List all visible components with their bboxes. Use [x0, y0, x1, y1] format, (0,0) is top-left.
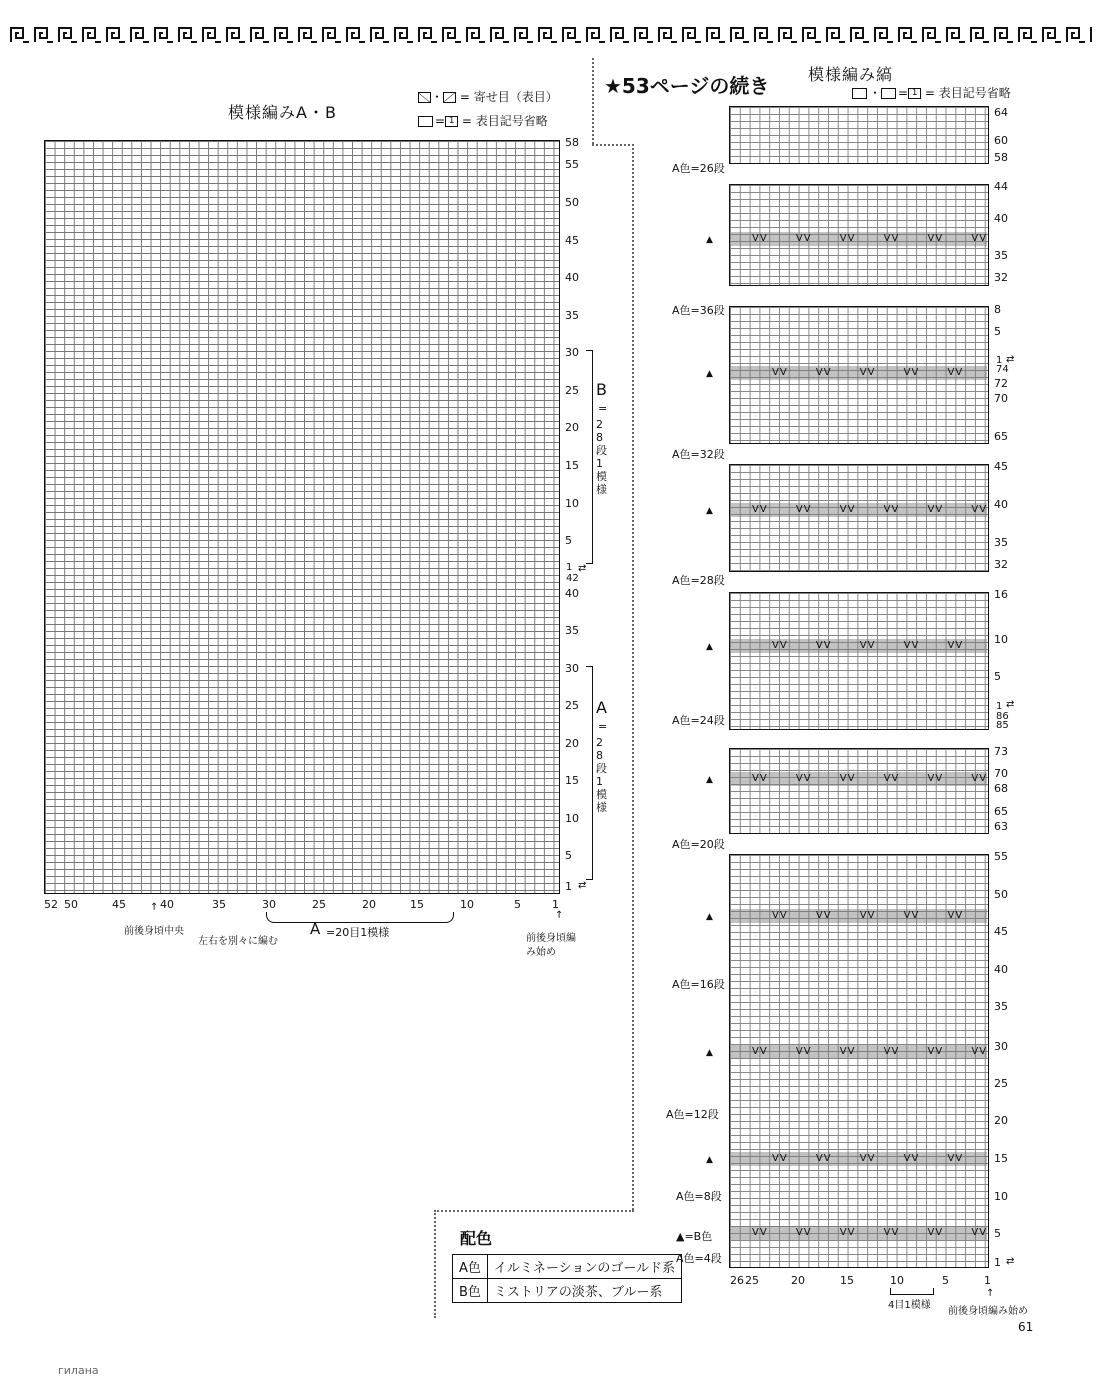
row-label: 20	[565, 737, 579, 750]
direction-arrow-icon: ⇄	[1006, 354, 1015, 365]
right-legend: ・ = 1 = 表目記号省略	[852, 84, 1011, 101]
color-label: A色=26段	[672, 162, 725, 175]
row-label: 50	[994, 888, 1008, 901]
right-chart-title: 模様編み縞	[808, 65, 894, 84]
decorative-border	[8, 22, 1092, 48]
row-label: 16	[994, 588, 1008, 601]
row-label: 25	[565, 699, 579, 712]
page-number: 61	[1018, 1320, 1034, 1334]
stitch-label: 25	[312, 898, 326, 911]
row-label: 8	[994, 303, 1001, 316]
row-label: 15	[565, 459, 579, 472]
row-label: 65	[994, 430, 1008, 443]
row-label: 50	[565, 196, 579, 209]
row-label: 70	[994, 392, 1008, 405]
slip-stitch-row: VV VV VV VV VV	[772, 640, 964, 651]
stitch-label: 30	[262, 898, 276, 911]
left-legend-line1: = 寄せ目（表目）	[459, 90, 558, 104]
knit-one-icon: 1	[908, 88, 921, 99]
row-label: 1	[994, 1256, 1001, 1269]
b-color-marker: ▲	[706, 506, 713, 516]
stitch-label: 10	[460, 898, 474, 911]
slip-stitch-row: VV VV VV VV VV VV	[752, 1046, 988, 1057]
row-label: 35	[565, 309, 579, 322]
empty-square-icon	[852, 88, 867, 99]
row-label: 45	[565, 234, 579, 247]
b-rows: 28段1模様	[596, 418, 607, 496]
row-label: 44	[994, 180, 1008, 193]
color-label: A色=28段	[672, 574, 725, 587]
row-label: 42	[566, 573, 579, 584]
row-label: 55	[565, 158, 579, 171]
b-color-marker: ▲	[706, 642, 713, 652]
direction-arrow-icon: ⇄	[1006, 699, 1015, 710]
row-label: 32	[994, 558, 1008, 571]
color-label: A色=4段	[676, 1252, 722, 1265]
stitch-label: 5	[942, 1274, 949, 1287]
b-equals: =	[598, 402, 608, 415]
stitch-label: 25	[745, 1274, 759, 1287]
row-label: 30	[565, 346, 579, 359]
repeat-bracket	[266, 912, 454, 923]
a-rows: 28段1模様	[596, 736, 607, 814]
row-label: 1	[996, 355, 1003, 366]
b-color-marker: ▲	[706, 775, 713, 785]
watermark: гилана	[58, 1364, 99, 1377]
divider	[434, 1210, 436, 1318]
row-label: 5	[565, 534, 572, 547]
row-label: 1	[996, 701, 1003, 712]
slip-stitch-row: VV VV VV VV VV VV	[752, 1227, 988, 1238]
repeat-text: =20目1模様	[326, 926, 390, 939]
empty-square-icon	[881, 88, 896, 99]
row-label: 64	[994, 106, 1008, 119]
color-label: A色=36段	[672, 304, 725, 317]
stitch-label: 52	[44, 898, 58, 911]
color-key: A色	[453, 1255, 488, 1279]
row-label: 35	[994, 249, 1008, 262]
stitch-label: 35	[212, 898, 226, 911]
row-label: 40	[994, 212, 1008, 225]
b-color-marker: ▲	[706, 369, 713, 379]
center-note: 前後身頃中央	[124, 926, 184, 937]
split-note: 左右を別々に編む	[198, 936, 278, 947]
divider	[592, 144, 634, 146]
table-row	[453, 1255, 682, 1279]
start-note-left: 前後身頃編み始め	[526, 933, 576, 958]
stripe-chart-section	[729, 464, 989, 572]
slip-stitch-row: VV VV VV VV VV	[772, 1153, 964, 1164]
a-equals: =	[598, 720, 608, 733]
stitch-label: 20	[362, 898, 376, 911]
empty-square-icon	[418, 116, 433, 127]
color-label: A色=16段	[672, 978, 725, 991]
decrease-right-icon	[443, 92, 456, 103]
divider	[632, 144, 634, 1210]
continued-note: ★53ページの続き	[604, 74, 770, 98]
row-label: 25	[994, 1077, 1008, 1090]
repeat-text-right: 4目1模様	[888, 1300, 931, 1311]
knit-one-icon: 1	[445, 116, 458, 127]
direction-arrow-icon: ⇄	[578, 880, 587, 891]
b-color-marker: ▲	[706, 912, 713, 922]
row-label: 58	[565, 136, 579, 149]
slip-stitch-row: VV VV VV VV VV VV	[752, 233, 988, 244]
row-label: 70	[994, 767, 1008, 780]
right-legend-text: = 表目記号省略	[924, 86, 1011, 100]
stitch-label: 40	[160, 898, 174, 911]
stripe-chart-section	[729, 592, 989, 730]
row-label: 32	[994, 271, 1008, 284]
stitch-label: 10	[890, 1274, 904, 1287]
a-label: A	[596, 698, 607, 717]
row-label: 55	[994, 850, 1008, 863]
row-label: 45	[994, 460, 1008, 473]
row-label: 74	[996, 364, 1009, 375]
left-legend-decrease: ・ = 寄せ目（表目）	[418, 88, 558, 105]
row-label: 10	[994, 1190, 1008, 1203]
row-label: 30	[994, 1040, 1008, 1053]
row-label: 63	[994, 820, 1008, 833]
row-label: 10	[565, 812, 579, 825]
color-label: A色=12段	[666, 1108, 719, 1121]
stitch-label: 20	[791, 1274, 805, 1287]
slip-stitch-row: VV VV VV VV VV VV	[752, 504, 988, 515]
row-label: 15	[565, 774, 579, 787]
row-label: 40	[565, 271, 579, 284]
color-value: ミストリアの淡茶、ブルー系	[487, 1279, 681, 1303]
stitch-label: 50	[64, 898, 78, 911]
up-arrow-icon: ↑	[150, 902, 159, 913]
row-label: 65	[994, 805, 1008, 818]
b-color-marker: ▲	[706, 1048, 713, 1058]
row-label: 60	[994, 134, 1008, 147]
row-label: 58	[994, 151, 1008, 164]
stitch-label: 15	[410, 898, 424, 911]
row-label: 35	[565, 624, 579, 637]
b-color-marker: ▲	[706, 235, 713, 245]
color-key: B色	[453, 1279, 488, 1303]
color-value: イルミネーションのゴールド系	[487, 1255, 681, 1279]
direction-arrow-icon: ⇄	[578, 563, 587, 574]
direction-arrow-icon: ⇄	[1006, 1256, 1015, 1267]
row-label: 35	[994, 1000, 1008, 1013]
color-label: ▲=B色	[676, 1230, 713, 1243]
row-label: 72	[994, 377, 1008, 390]
up-arrow-icon: ↑	[986, 1288, 995, 1299]
row-label: 35	[994, 536, 1008, 549]
b-bracket	[586, 350, 593, 564]
slip-stitch-row: VV VV VV VV VV	[772, 910, 964, 921]
stitch-label: 1	[984, 1274, 991, 1287]
row-label: 10	[994, 633, 1008, 646]
repeat-a-label: A	[310, 920, 321, 938]
row-label: 20	[994, 1114, 1008, 1127]
stitch-label: 26	[730, 1274, 744, 1287]
row-label: 40	[994, 963, 1008, 976]
table-row	[453, 1279, 682, 1303]
left-legend-omit: = 1 = 表目記号省略	[418, 112, 548, 129]
row-label: 15	[994, 1152, 1008, 1165]
b-color-marker: ▲	[706, 1155, 713, 1165]
stripe-chart-section	[729, 748, 989, 834]
repeat-bracket	[890, 1288, 934, 1295]
row-label: 73	[994, 745, 1008, 758]
row-label: 5	[994, 1227, 1001, 1240]
row-label: 1	[566, 562, 573, 573]
left-chart-title: 模様編みA・B	[228, 103, 337, 122]
up-arrow-icon: ↑	[555, 910, 564, 921]
stripe-chart-section	[729, 106, 989, 164]
row-label: 5	[994, 670, 1001, 683]
row-label: 1	[565, 880, 572, 893]
color-label: A色=32段	[672, 448, 725, 461]
left-legend-line2: = 表目記号省略	[461, 114, 548, 128]
row-label: 5	[994, 325, 1001, 338]
stitch-label: 15	[840, 1274, 854, 1287]
row-label: 40	[565, 587, 579, 600]
slip-stitch-row: VV VV VV VV VV VV	[752, 773, 988, 784]
color-label: A色=24段	[672, 714, 725, 727]
slip-stitch-row: VV VV VV VV VV	[772, 367, 964, 378]
row-label: 68	[994, 782, 1008, 795]
divider	[592, 58, 594, 144]
a-bracket	[586, 666, 593, 880]
color-scheme-table	[452, 1254, 682, 1303]
row-label: 10	[565, 497, 579, 510]
row-label: 20	[565, 421, 579, 434]
start-note-right: 前後身頃編み始め	[948, 1306, 1028, 1317]
row-label: 30	[565, 662, 579, 675]
left-knitting-chart	[44, 140, 560, 894]
row-label: 5	[565, 849, 572, 862]
decrease-left-icon	[418, 92, 431, 103]
color-label: A色=20段	[672, 838, 725, 851]
row-label: 85	[996, 720, 1009, 731]
row-label: 25	[565, 384, 579, 397]
row-label: 86	[996, 711, 1009, 722]
stitch-label: 1	[552, 898, 559, 911]
divider	[434, 1210, 634, 1212]
row-label: 40	[994, 498, 1008, 511]
color-scheme-title: 配色	[460, 1229, 493, 1248]
row-label: 45	[994, 925, 1008, 938]
b-label: B	[596, 380, 607, 399]
stitch-label: 5	[514, 898, 521, 911]
color-label: A色=8段	[676, 1190, 722, 1203]
stitch-label: 45	[112, 898, 126, 911]
